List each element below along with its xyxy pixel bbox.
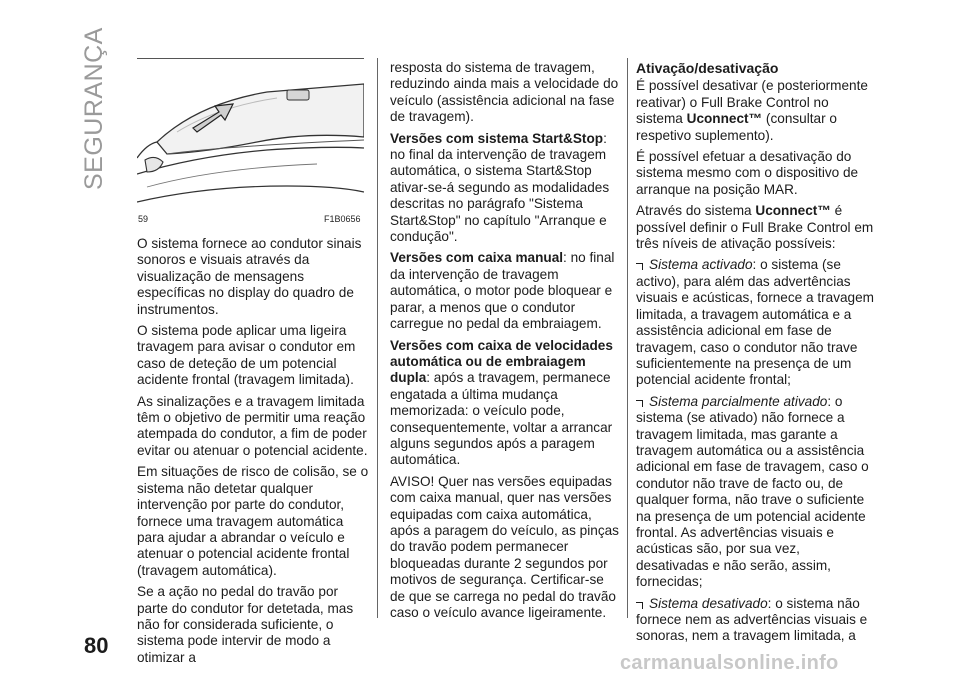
text: : o sistema (se ativado) não fornece a travagem limitada, mas garante a travagem automática ou a assistência adicional em fase de travagem, caso o condutor não trave de facto ou, de qualquer forma, não trave o suficiente na presença de um potencial acidente frontal. As advertências visuais e acústicas são, por sua vez, desativadas e não serão, assim, fornecidas; — [636, 393, 869, 590]
bullet-item — [636, 596, 874, 645]
text: é possível definir o Full Brake Control em três níveis de ativação possíveis: — [636, 203, 874, 252]
section-side-title: SEGURANÇA — [80, 27, 108, 190]
bullet-square-icon — [636, 400, 643, 407]
text: : no final da intervenção de travagem automática, o sistema Start&Stop ativar-se-á segundo as modalidades descritas no parágrafo "Sistema Start&Stop" no capítulo "Arranque e condução". — [390, 130, 610, 245]
uconnect-label: Uconnect™ — [686, 111, 763, 127]
bullet-title: Sistema parcialmente ativado — [649, 393, 828, 409]
heading-startstop: Versões com sistema Start&Stop — [390, 130, 604, 146]
bullet-title: Sistema desativado — [649, 595, 768, 611]
column-divider-1 — [377, 58, 378, 618]
text: : o sistema (se activo), para além das advertências visuais e acústicas, fornece a travagem limitada, a travagem automática e a assistência adicional em fase de travagem, caso o condutor não trave suficientemente na presença de um potencial acidente frontal; — [636, 257, 875, 388]
paragraph: Em situações de risco de colisão, se o sistema não detetar qualquer intervenção por parte do condutor, fornece uma travagem automática para ajudar a abrandar o veículo e atenuar o potencial acidente frontal (travagem automática). — [137, 464, 369, 578]
paragraph: Se a ação no pedal do travão por parte do condutor for detetada, mas não for considerada suficiente, o sistema pode intervir de modo a otimizar a — [137, 584, 354, 665]
text: É possível desativar (e posteriormente reativar) o Full Brake Control no sistema — [636, 78, 868, 127]
text: : o sistema não fornece nem as advertências visuais e sonoras, nem a travagem limitada, a — [636, 595, 868, 644]
paragraph — [636, 203, 874, 252]
paragraph: O sistema fornece ao condutor sinais sonoros e visuais através da visualização de mensagens específicas no display do quadro de instrumentos. — [137, 236, 362, 317]
heading-manual: Versões com caixa manual — [390, 250, 564, 266]
column-divider-2 — [627, 58, 628, 618]
bullet-title: Sistema activado — [649, 257, 753, 273]
figure-windscreen-illustration — [137, 82, 364, 212]
text: : no final da intervenção de travagem automática, o motor pode bloquear e parar, a menos que o condutor carregue no pedal da embraiagem. — [390, 250, 615, 332]
paragraph: resposta do sistema de travagem, reduzindo ainda mais a velocidade do veículo (assistência adicional na fase de travagem). — [390, 60, 619, 125]
paragraph: As sinalizações e a travagem limitada têm o objetivo de permitir uma reação atempada do condutor, a fim de poder evitar ou atenuar o potencial acidente. — [137, 393, 368, 458]
paragraph: O sistema pode aplicar uma ligeira travagem para avisar o condutor em caso de deteção de um potencial acidente frontal (travagem limitada). — [137, 323, 356, 388]
paragraph-manual — [390, 250, 622, 332]
car-illustration — [137, 82, 364, 212]
watermark: carmanualsonline.info — [620, 652, 839, 674]
bullet-square-icon — [636, 263, 643, 270]
column-3 — [636, 60, 874, 650]
text: : após a travagem, permanece engatada a última mudança memorizada: o veículo pode, consequentemente, voltar a arrancar alguns segundos após a paragem automática. — [390, 370, 613, 468]
paragraph-automatic — [390, 338, 622, 469]
column-2 — [390, 60, 622, 626]
paragraph — [636, 78, 874, 144]
bullet-square-icon — [636, 602, 643, 609]
top-rule — [137, 58, 364, 59]
section-heading: Ativação/desativação — [636, 60, 779, 76]
column-1 — [137, 236, 369, 671]
paragraph-warning: AVISO! Quer nas versões equipadas com caixa manual, quer nas versões equipadas com caixa automática, após a paragem do veículo, as pinças do travão podem permanecer bloqueadas durante 2 segundos por motivos de segurança. Certificar-se de que se carrega no pedal do travão caso o veículo avance ligeiramente. — [390, 473, 619, 620]
figure-number: 59 — [138, 214, 149, 224]
paragraph-startstop — [390, 131, 622, 246]
text: Através do sistema — [636, 203, 756, 219]
page-number: 80 — [84, 633, 109, 658]
heading-automatic: Versões com caixa de velocidades automática ou de embraiagem dupla — [390, 337, 613, 386]
bullet-item — [636, 394, 874, 591]
paragraph: É possível efetuar a desativação do sistema mesmo com o dispositivo de arranque na posição MAR. — [636, 149, 859, 197]
bullet-item — [636, 257, 874, 388]
uconnect-label: Uconnect™ — [755, 203, 831, 219]
text: (consultar o respetivo suplemento). — [636, 111, 837, 143]
figure-code: F1B0656 — [324, 214, 361, 224]
